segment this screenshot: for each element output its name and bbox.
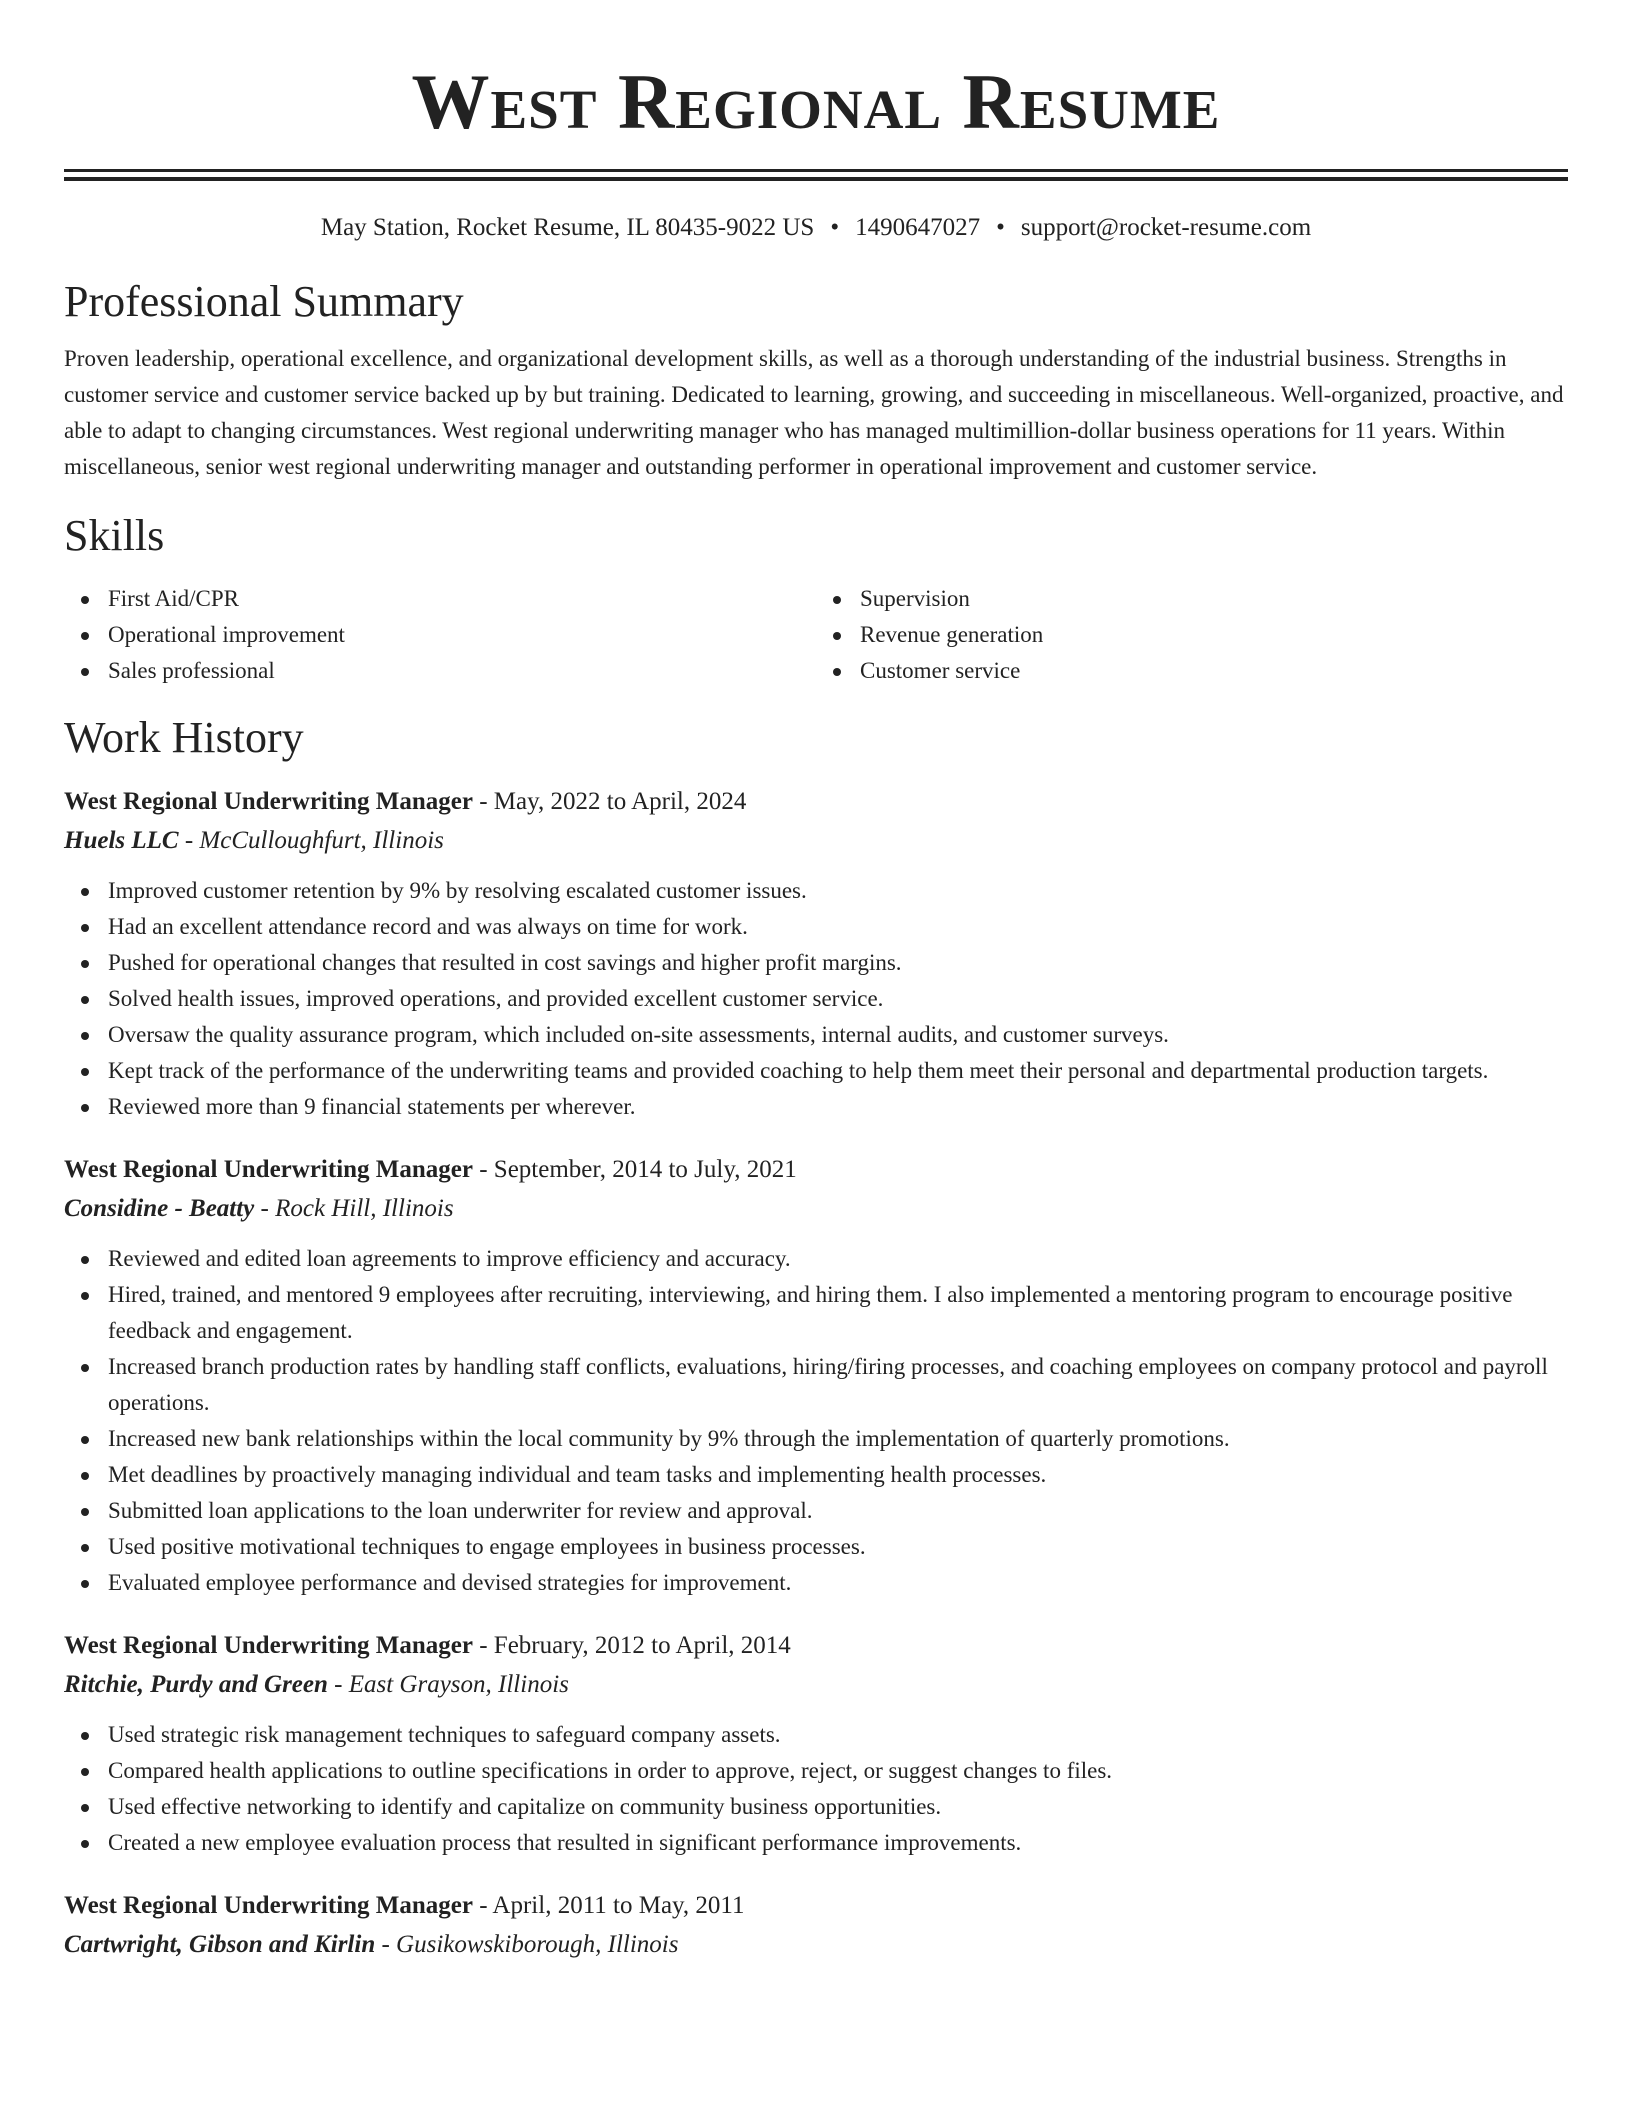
job-duty: Created a new employee evaluation process that resulted in significant performance improvements. xyxy=(64,1825,1568,1861)
skill-item: Sales professional xyxy=(64,653,816,689)
work-history-heading: Work History xyxy=(64,713,304,762)
contact-address: May Station, Rocket Resume, IL 80435-9022 US xyxy=(320,214,815,241)
job-duty: Reviewed and edited loan agreements to improve efficiency and accuracy. xyxy=(64,1241,1568,1277)
title-divider-thin xyxy=(64,177,1568,181)
skill-item: Supervision xyxy=(816,581,1568,617)
title-divider-thick xyxy=(64,169,1568,172)
job-title-line xyxy=(64,1627,1568,1665)
job-duty: Used effective networking to identify and capitalize on community business opportunities. xyxy=(64,1789,1568,1825)
job-location: - Rock Hill, Illinois xyxy=(254,1195,454,1222)
job-location: - McCulloughfurt, Illinois xyxy=(178,827,444,854)
skill-item: First Aid/CPR xyxy=(64,581,816,617)
job-title-line xyxy=(64,1887,1568,1925)
job-company-line xyxy=(64,1925,1568,1965)
job-duty: Met deadlines by proactively managing individual and team tasks and implementing health processes. xyxy=(64,1457,1568,1493)
contact-separator: • xyxy=(830,214,840,241)
job-duty: Had an excellent attendance record and was always on time for work. xyxy=(64,909,1568,945)
job-duties-list xyxy=(64,1241,1568,1601)
job-location: - East Grayson, Illinois xyxy=(327,1671,569,1698)
job-role: West Regional Underwriting Manager xyxy=(64,1892,473,1919)
skills-list xyxy=(64,581,1568,689)
summary-text: Proven leadership, operational excellence, and organizational development skills, as well as a thorough understanding of the industrial business. Strengths in customer service and customer service backed up by but training. Dedicated to learning, growing, and succeeding in miscellaneous. Well-organized, proactive, and able to adapt to changing circumstances. West regional underwriting manager who has managed multimillion-dollar business operations for 11 years. Within miscellaneous, senior west regional underwriting manager and outstanding performer in operational improvement and customer service. xyxy=(64,346,1564,479)
job-duty: Compared health applications to outline specifications in order to approve, reject, or suggest changes to files. xyxy=(64,1753,1568,1789)
job-entry xyxy=(64,1887,1568,1965)
job-duty: Kept track of the performance of the underwriting teams and provided coaching to help them meet their personal and departmental production targets. xyxy=(64,1053,1568,1089)
job-duty: Used positive motivational techniques to engage employees in business processes. xyxy=(64,1529,1568,1565)
contact-line xyxy=(64,211,1568,245)
job-title-line xyxy=(64,783,1568,821)
job-title-line xyxy=(64,1151,1568,1189)
job-entry xyxy=(64,1627,1568,1861)
contact-email: support@rocket-resume.com xyxy=(1020,214,1312,241)
contact-phone: 1490647027 xyxy=(855,214,981,241)
job-duty: Reviewed more than 9 financial statements per wherever. xyxy=(64,1089,1568,1125)
job-company: Ritchie, Purdy and Green xyxy=(64,1671,328,1698)
resume-title: West Regional Resume xyxy=(411,58,1221,145)
job-company-line xyxy=(64,1665,1568,1705)
job-company: Huels LLC xyxy=(64,827,179,854)
job-duty: Pushed for operational changes that resulted in cost savings and higher profit margins. xyxy=(64,945,1568,981)
contact-separator: • xyxy=(996,214,1005,241)
job-role: West Regional Underwriting Manager xyxy=(64,788,473,815)
job-duty: Improved customer retention by 9% by resolving escalated customer issues. xyxy=(64,873,1568,909)
job-role: West Regional Underwriting Manager xyxy=(64,1156,473,1183)
job-company-line xyxy=(64,1189,1568,1229)
skills-heading: Skills xyxy=(64,511,165,560)
skills-column-right xyxy=(816,581,1568,689)
job-company: Considine - Beatty xyxy=(64,1195,255,1222)
skill-item: Customer service xyxy=(816,653,1568,689)
job-duty: Solved health issues, improved operations, and provided excellent customer service. xyxy=(64,981,1568,1017)
skill-item: Revenue generation xyxy=(816,617,1568,653)
job-entry xyxy=(64,783,1568,1125)
skills-column-left xyxy=(64,581,816,689)
skill-item: Operational improvement xyxy=(64,617,816,653)
job-duty: Hired, trained, and mentored 9 employees after recruiting, interviewing, and hiring them. I also implemented a mentoring program to encourage positive feedback and engagement. xyxy=(64,1277,1568,1349)
job-dates: - May, 2022 to April, 2024 xyxy=(472,788,747,815)
job-duty: Oversaw the quality assurance program, which included on-site assessments, internal audits, and customer surveys. xyxy=(64,1017,1568,1053)
job-dates: - April, 2011 to May, 2011 xyxy=(472,1892,745,1919)
job-duty: Increased new bank relationships within the local community by 9% through the implementation of quarterly promotions. xyxy=(64,1421,1568,1457)
job-location: - Gusikowskiborough, Illinois xyxy=(375,1931,679,1958)
job-company: Cartwright, Gibson and Kirlin xyxy=(64,1931,376,1958)
job-dates: - September, 2014 to July, 2021 xyxy=(472,1156,797,1183)
job-entry xyxy=(64,1151,1568,1601)
job-duties-list xyxy=(64,873,1568,1125)
job-duty: Submitted loan applications to the loan underwriter for review and approval. xyxy=(64,1493,1568,1529)
job-duty: Used strategic risk management techniques to safeguard company assets. xyxy=(64,1717,1568,1753)
job-duty: Evaluated employee performance and devised strategies for improvement. xyxy=(64,1565,1568,1601)
job-dates: - February, 2012 to April, 2014 xyxy=(472,1632,791,1659)
job-duty: Increased branch production rates by handling staff conflicts, evaluations, hiring/firing processes, and coaching employees on company protocol and payroll operations. xyxy=(64,1349,1568,1421)
job-company-line xyxy=(64,821,1568,861)
job-duties-list xyxy=(64,1717,1568,1861)
summary-heading: Professional Summary xyxy=(64,277,464,326)
job-role: West Regional Underwriting Manager xyxy=(64,1632,473,1659)
